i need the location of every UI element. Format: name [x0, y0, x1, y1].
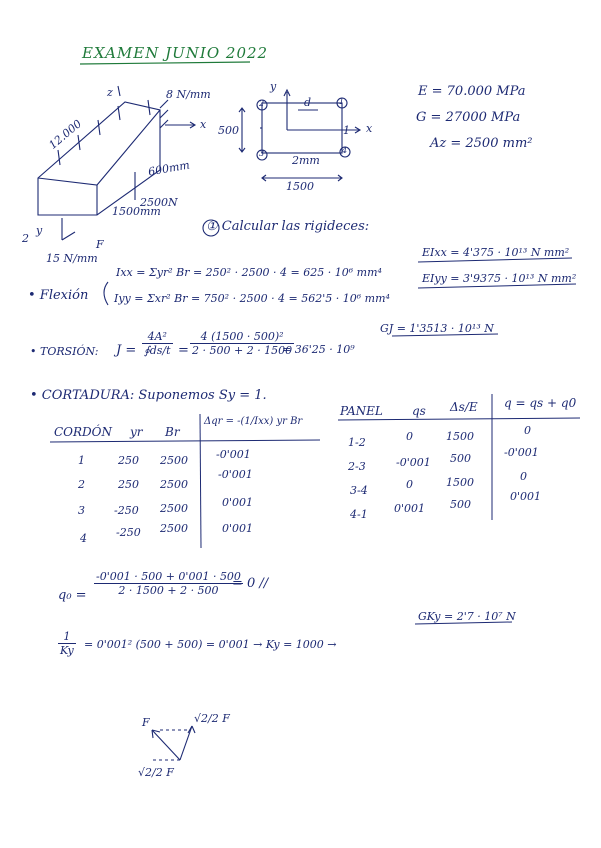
torsion-equals: = [178, 343, 189, 358]
t1-header-dq: Δqr = -(1/Ixx) yr Br [204, 416, 303, 427]
t2-cell-qs: 0'001 [394, 502, 426, 515]
vector-diagram [152, 726, 195, 760]
t2-header-qs: qs [412, 404, 426, 418]
eiyy-result: EIyy = 3'9375 · 10¹³ N mm² [422, 272, 577, 285]
t1-cell-yr: -250 [114, 504, 139, 517]
title-underline [80, 62, 250, 64]
torsion-result: = 36'25 · 10⁹ [282, 343, 355, 356]
torsion-frac2-num: 4 (1500 · 500)² [190, 330, 294, 344]
t2-cell-ds: 500 [450, 498, 471, 511]
beam-length-label: 12.000 [46, 117, 85, 152]
ky-frac-num: 1 [58, 630, 76, 644]
t1-cell-dq: 0'001 [222, 522, 254, 535]
section-one-label: 1 [343, 124, 350, 137]
t1-header-yr: yr [130, 425, 143, 439]
torsion-frac1-num: 4A² [142, 330, 173, 344]
t2-cell-q: -0'001 [504, 446, 539, 459]
t2-cell-q: 0 [520, 470, 527, 483]
t2-cell-panel: 3-4 [350, 484, 368, 497]
z-axis-label: z [107, 86, 113, 99]
beam-height-label: 600mm [147, 158, 191, 179]
f-label: F [96, 238, 104, 251]
t2-cell-qs: -0'001 [396, 456, 431, 469]
t2-cell-ds: 1500 [446, 476, 474, 489]
prop-e: E = 70.000 MPa [418, 84, 526, 99]
q0-lhs: q₀ = [58, 588, 87, 603]
prop-az: Az = 2500 mm² [430, 136, 533, 151]
node-2-label: 2 [22, 232, 29, 245]
torsion-frac1-den: ∮ds/t [144, 344, 171, 357]
t2-cell-ds: 500 [450, 452, 471, 465]
section-x-label: x [366, 122, 373, 135]
t2-cell-qs: 0 [406, 430, 413, 443]
section-y-label: y [270, 80, 277, 93]
t1-cell-yr: 250 [118, 478, 139, 491]
section-height-label: 500 [218, 124, 239, 137]
t2-header-ds: Δs/E [450, 400, 478, 414]
torsion-j: J = [116, 343, 137, 358]
t1-cell-br: 2500 [160, 454, 188, 467]
gky-result: GKy = 2'7 · 10⁷ N [418, 610, 516, 623]
t1-cell-br: 2500 [160, 478, 188, 491]
t1-cell-cordon: 3 [78, 504, 85, 517]
t2-header-panel: PANEL [340, 404, 383, 418]
x-axis-label: x [200, 118, 207, 131]
section-thickness-label: 2mm [292, 154, 320, 167]
top-load-label: 8 N/mm [166, 88, 211, 101]
t1-cell-dq: -0'001 [216, 448, 251, 461]
iyy-equation: Iyy = Σxr² Br = 750² · 2500 · 4 = 562'5 · 10⁶ mm⁴ [114, 292, 390, 305]
t1-header-br: Br [165, 425, 180, 439]
t2-cell-ds: 1500 [446, 430, 474, 443]
cortadura-label: • CORTADURA: Suponemos Sy = 1. [30, 388, 267, 403]
vector-fr-label: √2/2 F [194, 712, 230, 725]
t1-cell-cordon: 1 [78, 454, 85, 467]
t2-cell-panel: 4-1 [350, 508, 368, 521]
t2-cell-q: 0'001 [510, 490, 542, 503]
prop-g: G = 27000 MPa [416, 110, 521, 125]
section-d-label: d [304, 96, 312, 109]
q0-rhs: = 0 // [232, 576, 269, 591]
q0-denominator: 2 · 1500 + 2 · 500 [118, 584, 219, 597]
page-title: EXAMEN JUNIO 2022 [82, 44, 269, 62]
force-2500-label: 2500N [140, 196, 178, 209]
torsion-label: • TORSIÓN: [30, 345, 99, 358]
section-node-4: 4 [342, 146, 348, 155]
flexion-label: • Flexión [28, 288, 89, 303]
section-width-label: 1500 [286, 180, 314, 193]
q0-numerator: -0'001 · 500 + 0'001 · 500 [96, 570, 241, 583]
t1-cell-cordon: 4 [80, 532, 87, 545]
t2-header-q: q = qs + q0 [504, 396, 577, 410]
t1-cell-br: 2500 [160, 522, 188, 535]
t1-header-cordon: CORDÓN [54, 425, 113, 439]
torsion-gj: GJ = 1'3513 · 10¹³ N [380, 322, 494, 335]
t2-cell-qs: 0 [406, 478, 413, 491]
vector-f-label: F [142, 716, 150, 729]
t1-cell-dq: 0'001 [222, 496, 254, 509]
ky-expression: = 0'001² (500 + 500) = 0'001 → Ky = 1000 → [84, 638, 337, 651]
t1-cell-cordon: 2 [78, 478, 85, 491]
section-node-2: 2 [259, 99, 265, 108]
torsion-frac2-den: 2 · 500 + 2 · 1500 [192, 344, 293, 357]
y-axis-label: y [36, 224, 43, 237]
eixx-result: EIxx = 4'375 · 10¹³ N mm² [422, 246, 570, 259]
bottom-load-label: 15 N/mm [46, 252, 98, 265]
t2-cell-q: 0 [524, 424, 531, 437]
beam-width-label: 1500mm [112, 205, 161, 218]
section-node-3: 3 [259, 149, 265, 158]
section-node-1: 1 [339, 97, 345, 106]
t2-cell-panel: 2-3 [348, 460, 366, 473]
ixx-equation: Ixx = Σyr² Br = 250² · 2500 · 4 = 625 · 10⁶ mm⁴ [116, 266, 382, 279]
ky-frac-den: Ky [60, 644, 74, 657]
t1-cell-yr: -250 [116, 526, 141, 539]
t1-cell-dq: -0'001 [218, 468, 253, 481]
step1-heading: ① Calcular las rigideces: [206, 219, 370, 234]
t1-cell-yr: 250 [118, 454, 139, 467]
t2-cell-panel: 1-2 [348, 436, 366, 449]
t1-cell-br: 2500 [160, 502, 188, 515]
vector-fb-label: √2/2 F [138, 766, 174, 779]
